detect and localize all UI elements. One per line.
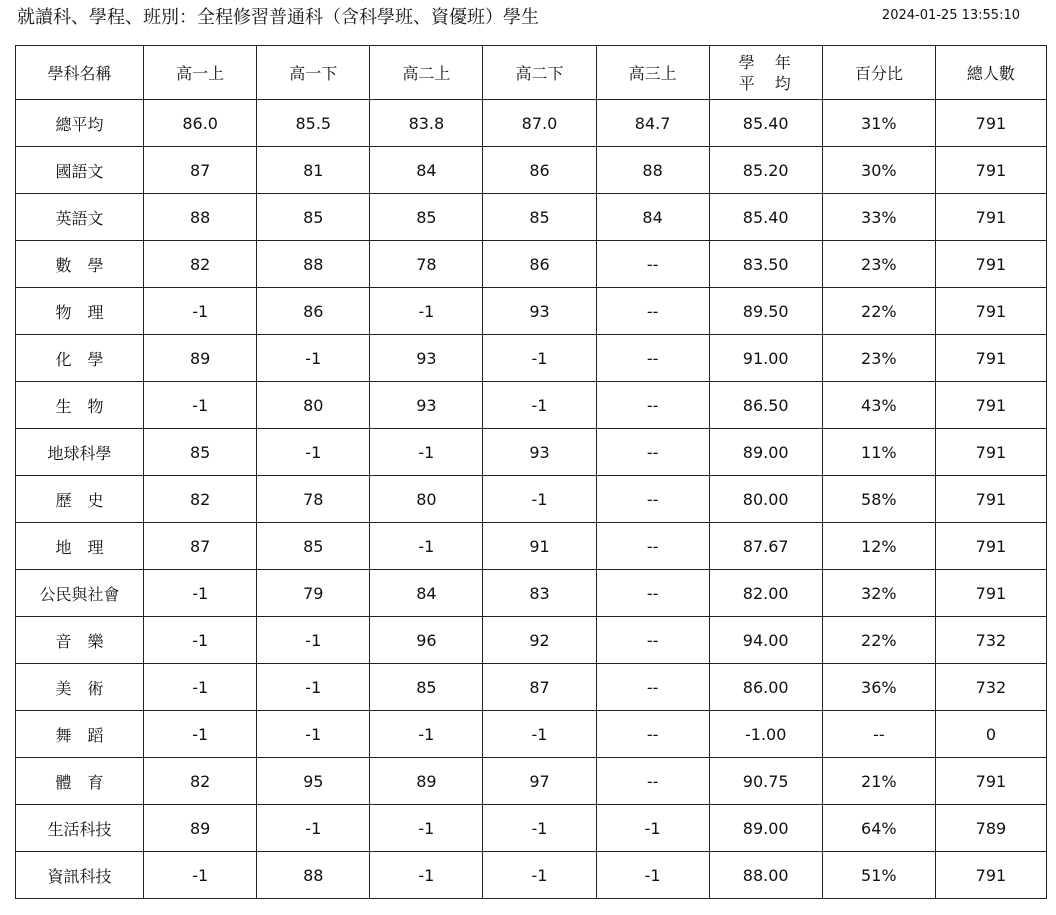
cell-semester-4: -1 [483, 476, 596, 523]
table-row [16, 476, 1047, 523]
cell-semester-2: 85 [257, 194, 370, 241]
cell-semester-3: 78 [370, 241, 483, 288]
cell-year-average: 87.67 [709, 523, 822, 570]
cell-percent: 36% [822, 664, 935, 711]
table-row [16, 335, 1047, 382]
column-header-semester-5: 高三上 [596, 46, 709, 100]
cell-semester-2: 86 [257, 288, 370, 335]
cell-year-average: 82.00 [709, 570, 822, 617]
cell-year-average: 86.00 [709, 664, 822, 711]
cell-total: 791 [935, 335, 1046, 382]
cell-year-average: 83.50 [709, 241, 822, 288]
cell-semester-4: 85 [483, 194, 596, 241]
column-header-year-average-line1: 學 年 [738, 52, 793, 72]
cell-semester-3: -1 [370, 523, 483, 570]
cell-semester-1: 85 [144, 429, 257, 476]
cell-semester-4: 83 [483, 570, 596, 617]
cell-semester-2: -1 [257, 664, 370, 711]
cell-percent: 22% [822, 288, 935, 335]
cell-semester-5: -- [596, 382, 709, 429]
cell-subject: 公民與社會 [16, 570, 144, 617]
grades-table [15, 45, 1047, 899]
column-header-percent: 百分比 [822, 46, 935, 100]
cell-semester-5: -- [596, 523, 709, 570]
cell-semester-2: 85 [257, 523, 370, 570]
cell-semester-1: 82 [144, 476, 257, 523]
cell-semester-5: -- [596, 288, 709, 335]
cell-percent: 22% [822, 617, 935, 664]
cell-subject: 化 學 [16, 335, 144, 382]
cell-semester-4: -1 [483, 852, 596, 899]
cell-semester-4: -1 [483, 805, 596, 852]
cell-total: 0 [935, 711, 1046, 758]
cell-semester-4: -1 [483, 335, 596, 382]
cell-year-average: -1.00 [709, 711, 822, 758]
cell-subject: 歷 史 [16, 476, 144, 523]
cell-semester-4: 87.0 [483, 100, 596, 147]
cell-semester-4: 87 [483, 664, 596, 711]
column-header-semester-3: 高二上 [370, 46, 483, 100]
cell-semester-3: 89 [370, 758, 483, 805]
cell-subject: 美 術 [16, 664, 144, 711]
cell-total: 791 [935, 241, 1046, 288]
cell-semester-5: -1 [596, 852, 709, 899]
cell-semester-3: 84 [370, 147, 483, 194]
cell-semester-1: 88 [144, 194, 257, 241]
table-row [16, 758, 1047, 805]
cell-semester-4: 86 [483, 241, 596, 288]
cell-semester-4: 86 [483, 147, 596, 194]
cell-year-average: 89.00 [709, 429, 822, 476]
cell-percent: 64% [822, 805, 935, 852]
cell-semester-2: 80 [257, 382, 370, 429]
cell-total: 791 [935, 382, 1046, 429]
cell-percent: 33% [822, 194, 935, 241]
cell-semester-2: -1 [257, 805, 370, 852]
report-timestamp: 2024-01-25 13:55:10 [881, 8, 1020, 23]
cell-semester-1: -1 [144, 711, 257, 758]
cell-semester-1: 82 [144, 758, 257, 805]
cell-subject: 國語文 [16, 147, 144, 194]
cell-semester-2: 81 [257, 147, 370, 194]
table-body [16, 100, 1047, 899]
cell-total: 791 [935, 100, 1046, 147]
cell-semester-2: 88 [257, 241, 370, 288]
cell-semester-1: -1 [144, 570, 257, 617]
column-header-semester-1: 高一上 [144, 46, 257, 100]
table-row [16, 664, 1047, 711]
cell-semester-3: 84 [370, 570, 483, 617]
cell-semester-5: -- [596, 335, 709, 382]
cell-semester-4: -1 [483, 382, 596, 429]
cell-percent: 43% [822, 382, 935, 429]
cell-year-average: 88.00 [709, 852, 822, 899]
cell-semester-1: 89 [144, 805, 257, 852]
table-row [16, 429, 1047, 476]
table-header [16, 46, 1047, 100]
cell-total: 732 [935, 617, 1046, 664]
cell-semester-4: 93 [483, 288, 596, 335]
cell-semester-2: 78 [257, 476, 370, 523]
cell-semester-5: -1 [596, 805, 709, 852]
cell-percent: -- [822, 711, 935, 758]
cell-percent: 11% [822, 429, 935, 476]
cell-subject: 生活科技 [16, 805, 144, 852]
cell-semester-4: -1 [483, 711, 596, 758]
cell-year-average: 86.50 [709, 382, 822, 429]
cell-semester-2: 85.5 [257, 100, 370, 147]
cell-semester-3: 85 [370, 664, 483, 711]
cell-percent: 31% [822, 100, 935, 147]
cell-semester-3: -1 [370, 288, 483, 335]
cell-total: 791 [935, 570, 1046, 617]
table-row [16, 805, 1047, 852]
cell-semester-3: -1 [370, 711, 483, 758]
cell-year-average: 89.00 [709, 805, 822, 852]
column-header-subject: 學科名稱 [16, 46, 144, 100]
cell-semester-5: -- [596, 429, 709, 476]
cell-percent: 51% [822, 852, 935, 899]
cell-subject: 舞 蹈 [16, 711, 144, 758]
cell-percent: 58% [822, 476, 935, 523]
cell-percent: 30% [822, 147, 935, 194]
cell-semester-3: 93 [370, 382, 483, 429]
table-row [16, 382, 1047, 429]
table-row [16, 617, 1047, 664]
cell-semester-4: 91 [483, 523, 596, 570]
cell-semester-5: -- [596, 476, 709, 523]
cell-semester-5: -- [596, 617, 709, 664]
column-header-year-average [709, 46, 822, 100]
cell-percent: 21% [822, 758, 935, 805]
cell-semester-1: 89 [144, 335, 257, 382]
cell-total: 791 [935, 429, 1046, 476]
cell-semester-1: -1 [144, 664, 257, 711]
cell-semester-3: -1 [370, 852, 483, 899]
cell-subject: 體 育 [16, 758, 144, 805]
table-row [16, 523, 1047, 570]
cell-semester-3: 80 [370, 476, 483, 523]
cell-semester-4: 92 [483, 617, 596, 664]
cell-semester-2: 79 [257, 570, 370, 617]
cell-semester-5: -- [596, 664, 709, 711]
cell-semester-5: -- [596, 711, 709, 758]
cell-semester-1: 86.0 [144, 100, 257, 147]
cell-percent: 23% [822, 335, 935, 382]
cell-year-average: 91.00 [709, 335, 822, 382]
page-title: 就讀科、學程、班別：全程修習普通科（含科學班、資優班）學生 [17, 7, 539, 28]
cell-semester-1: -1 [144, 852, 257, 899]
cell-year-average: 89.50 [709, 288, 822, 335]
table-row [16, 194, 1047, 241]
cell-semester-5: -- [596, 570, 709, 617]
table-row [16, 570, 1047, 617]
header-row [16, 46, 1047, 100]
cell-semester-1: 87 [144, 523, 257, 570]
cell-semester-3: 93 [370, 335, 483, 382]
table-row [16, 241, 1047, 288]
cell-subject: 總平均 [16, 100, 144, 147]
cell-semester-2: -1 [257, 617, 370, 664]
table-row [16, 147, 1047, 194]
cell-total: 791 [935, 758, 1046, 805]
column-header-semester-4: 高二下 [483, 46, 596, 100]
cell-semester-3: 83.8 [370, 100, 483, 147]
cell-semester-5: 84.7 [596, 100, 709, 147]
cell-semester-2: 95 [257, 758, 370, 805]
cell-subject: 地球科學 [16, 429, 144, 476]
cell-total: 791 [935, 852, 1046, 899]
cell-total: 791 [935, 147, 1046, 194]
table-row [16, 711, 1047, 758]
cell-semester-5: 84 [596, 194, 709, 241]
column-header-total: 總人數 [935, 46, 1046, 100]
cell-semester-4: 93 [483, 429, 596, 476]
cell-semester-5: 88 [596, 147, 709, 194]
cell-subject: 音 樂 [16, 617, 144, 664]
cell-year-average: 94.00 [709, 617, 822, 664]
cell-semester-2: -1 [257, 335, 370, 382]
cell-subject: 數 學 [16, 241, 144, 288]
cell-subject: 生 物 [16, 382, 144, 429]
cell-semester-2: -1 [257, 711, 370, 758]
cell-semester-5: -- [596, 758, 709, 805]
cell-year-average: 85.40 [709, 194, 822, 241]
cell-total: 791 [935, 523, 1046, 570]
cell-semester-2: -1 [257, 429, 370, 476]
column-header-semester-2: 高一下 [257, 46, 370, 100]
cell-percent: 32% [822, 570, 935, 617]
cell-subject: 資訊科技 [16, 852, 144, 899]
cell-semester-5: -- [596, 241, 709, 288]
cell-subject: 物 理 [16, 288, 144, 335]
cell-semester-3: 85 [370, 194, 483, 241]
cell-semester-2: 88 [257, 852, 370, 899]
cell-semester-1: 82 [144, 241, 257, 288]
cell-year-average: 85.40 [709, 100, 822, 147]
cell-semester-1: -1 [144, 288, 257, 335]
table-row [16, 288, 1047, 335]
cell-total: 732 [935, 664, 1046, 711]
cell-semester-1: -1 [144, 382, 257, 429]
cell-total: 791 [935, 288, 1046, 335]
cell-semester-3: 96 [370, 617, 483, 664]
cell-total: 791 [935, 476, 1046, 523]
column-header-year-average-line2: 平 均 [738, 73, 793, 93]
cell-subject: 英語文 [16, 194, 144, 241]
cell-total: 791 [935, 194, 1046, 241]
cell-semester-1: 87 [144, 147, 257, 194]
cell-percent: 12% [822, 523, 935, 570]
cell-year-average: 80.00 [709, 476, 822, 523]
table-row [16, 100, 1047, 147]
cell-total: 789 [935, 805, 1046, 852]
cell-semester-3: -1 [370, 429, 483, 476]
table-row [16, 852, 1047, 899]
cell-semester-1: -1 [144, 617, 257, 664]
cell-semester-4: 97 [483, 758, 596, 805]
cell-semester-3: -1 [370, 805, 483, 852]
cell-year-average: 90.75 [709, 758, 822, 805]
cell-year-average: 85.20 [709, 147, 822, 194]
cell-percent: 23% [822, 241, 935, 288]
cell-subject: 地 理 [16, 523, 144, 570]
